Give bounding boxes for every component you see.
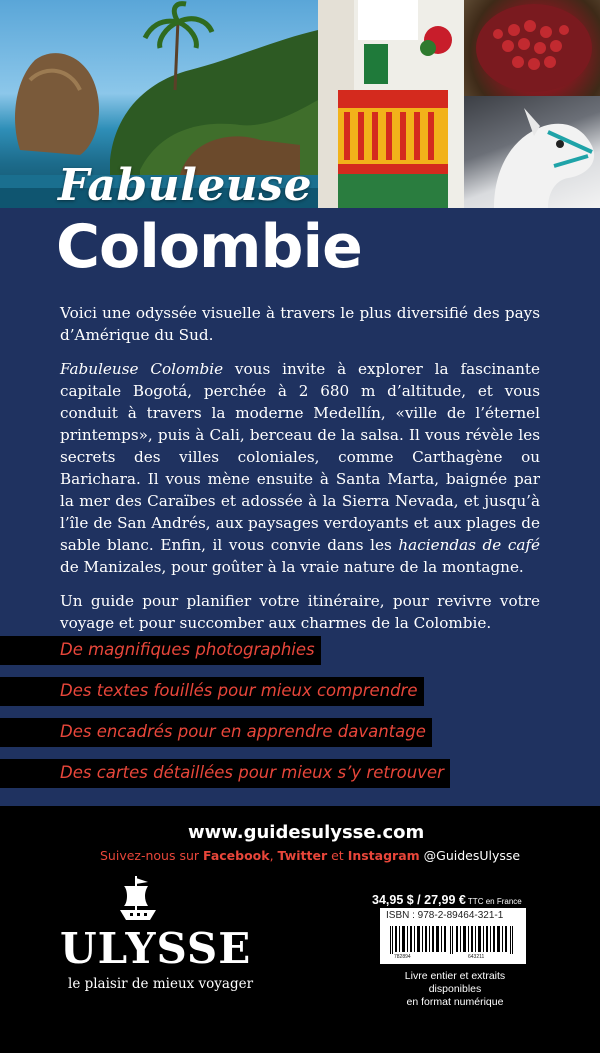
paragraph-closing: Un guide pour planifier votre itinéraire, pour revivre votre voyage et pour succomber aux charmes de la Colombie. (60, 592, 540, 632)
haciendas-term: haciendas de café (398, 536, 540, 554)
isbn-number: ISBN : 978-2-89464-321-1 (386, 910, 504, 921)
feature-list (0, 636, 600, 800)
instagram-link[interactable]: Instagram (347, 848, 420, 863)
website-link[interactable]: www.guidesulysse.com (188, 822, 425, 843)
feature-item: Des encadrés pour en apprendre davantage (0, 718, 432, 747)
twitter-link[interactable]: Twitter (277, 848, 328, 863)
barcode-bars (390, 926, 516, 954)
facebook-link[interactable]: Facebook (203, 848, 270, 863)
description-text (60, 302, 540, 646)
social-follow: Suivez-nous sur Facebook, Twitter et Instagram @GuidesUlysse (100, 848, 521, 863)
price: 34,95 $ / 27,99 € TTC en France (372, 893, 522, 907)
feature-item: De magnifiques photographies (0, 636, 321, 665)
feature-item: Des textes fouillés pour mieux comprendre (0, 677, 424, 706)
book-title-inline: Fabuleuse Colombie (60, 360, 224, 378)
llama-photo (464, 96, 600, 208)
paragraph-intro: Voici une odyssée visuelle à travers le plus diversifié des pays d’Amérique du Sud. (60, 304, 540, 344)
ship-logo-icon (118, 874, 158, 922)
digital-availability-note: Livre entier et extraits disponibles en format numérique (404, 970, 506, 1008)
title-line-2: Colombie (56, 212, 362, 282)
publisher-tagline: le plaisir de mieux voyager (68, 976, 254, 992)
colonial-balcony-photo (318, 0, 464, 208)
feature-item: Des cartes détaillées pour mieux s’y retrouver (0, 759, 450, 788)
social-handle: @GuidesUlysse (419, 848, 521, 863)
barcode: ISBN : 978-2-89464-321-1 782894 643211 (380, 908, 526, 964)
paragraph-main: Fabuleuse Colombie vous invite à explorer la fascinante capitale Bogotá, perchée à 2 680 m d’altitude, et vous conduit à travers la moderne Medellín, «ville de l’éternel printemps», puis à Cali, berceau de la salsa. Il vous révèle les secrets des villes coloniales, comme Carthagène ou Barichara. Il vous mène ensuite à Santa Marta, baignée par la mer des Caraïbes et adossée à la Sierra Nevada, et jusqu’à l’île de San Andrés, aux paysages verdoyants et aux plages de sable blanc. Enfin, il vous convie dans les haciendas de café de Manizales, pour goûter à la vraie nature de la montagne. (60, 360, 540, 576)
coffee-beans-photo (464, 0, 600, 96)
publisher-logo-text: ULYSSE (60, 924, 252, 973)
title-line-1: Fabuleuse (58, 160, 313, 211)
